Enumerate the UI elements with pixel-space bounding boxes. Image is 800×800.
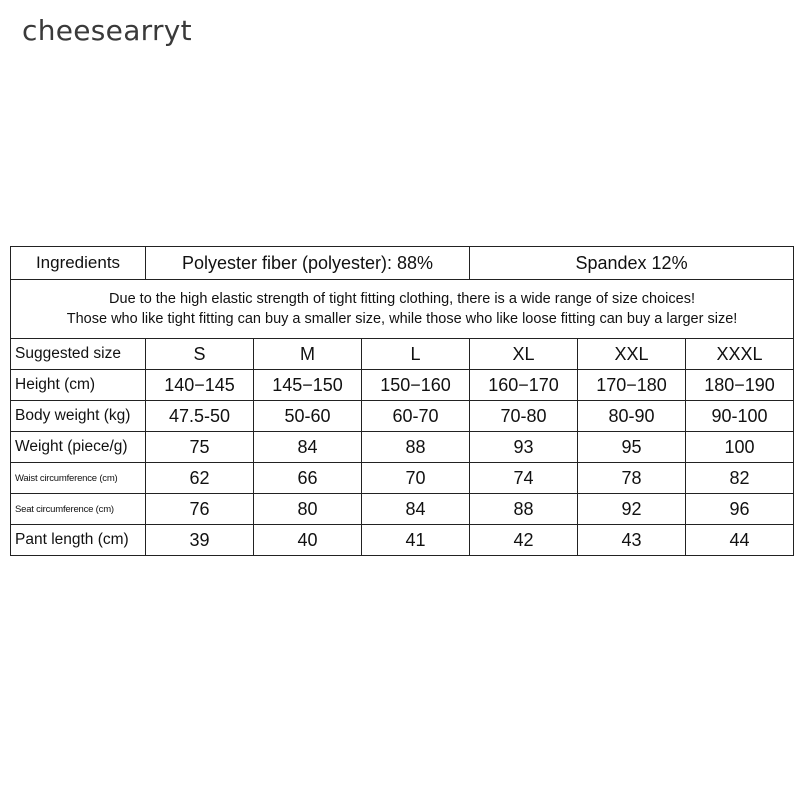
row-label: Body weight (kg) xyxy=(11,401,146,432)
table-row xyxy=(11,525,794,556)
table-cell: 43 xyxy=(578,525,686,556)
row-label: Height (cm) xyxy=(11,370,146,401)
table-cell: 47.5-50 xyxy=(146,401,254,432)
table-cell: 90-100 xyxy=(686,401,794,432)
table-cell: 88 xyxy=(362,432,470,463)
table-cell: 140−145 xyxy=(146,370,254,401)
table-cell: 40 xyxy=(254,525,362,556)
table-cell: M xyxy=(254,339,362,370)
table-cell: 44 xyxy=(686,525,794,556)
note-row xyxy=(11,280,794,339)
table-cell: L xyxy=(362,339,470,370)
table-row xyxy=(11,494,794,525)
table-cell: 93 xyxy=(470,432,578,463)
row-label: Seat circumference (cm) xyxy=(11,494,146,525)
row-label: Waist circumference (cm) xyxy=(11,463,146,494)
table-cell: 84 xyxy=(362,494,470,525)
table-cell: XL xyxy=(470,339,578,370)
table-cell: S xyxy=(146,339,254,370)
table-cell: XXL xyxy=(578,339,686,370)
table-cell: 60-70 xyxy=(362,401,470,432)
table-cell: 70-80 xyxy=(470,401,578,432)
table-cell: 41 xyxy=(362,525,470,556)
table-cell: 95 xyxy=(578,432,686,463)
ingredients-row xyxy=(11,247,794,280)
table-cell: 92 xyxy=(578,494,686,525)
row-label: Weight (piece/g) xyxy=(11,432,146,463)
table-cell: 80 xyxy=(254,494,362,525)
table-cell: 88 xyxy=(470,494,578,525)
table-row xyxy=(11,401,794,432)
table-cell: 62 xyxy=(146,463,254,494)
size-chart-table xyxy=(10,246,794,556)
table-cell: 70 xyxy=(362,463,470,494)
table-row xyxy=(11,432,794,463)
table-cell: 145−150 xyxy=(254,370,362,401)
spandex-cell: Spandex 12% xyxy=(470,247,794,280)
note-line-2: Those who like tight fitting can buy a smaller size, while those who like loose fitting can buy a larger size! xyxy=(66,311,738,327)
table-cell: 84 xyxy=(254,432,362,463)
table-cell: 160−170 xyxy=(470,370,578,401)
table-cell: 42 xyxy=(470,525,578,556)
table-row xyxy=(11,370,794,401)
table-cell: 100 xyxy=(686,432,794,463)
row-label: Suggested size xyxy=(11,339,146,370)
table-cell: 39 xyxy=(146,525,254,556)
table-cell: 50-60 xyxy=(254,401,362,432)
table-cell: 150−160 xyxy=(362,370,470,401)
ingredients-label: Ingredients xyxy=(11,247,146,280)
table-row xyxy=(11,463,794,494)
row-label: Pant length (cm) xyxy=(11,525,146,556)
table-cell: 74 xyxy=(470,463,578,494)
table-cell: 80-90 xyxy=(578,401,686,432)
table-cell: 96 xyxy=(686,494,794,525)
table-row xyxy=(11,339,794,370)
note-line-1: Due to the high elastic strength of tight fitting clothing, there is a wide range of size choices! xyxy=(109,291,695,307)
table-cell: 180−190 xyxy=(686,370,794,401)
table-cell: 76 xyxy=(146,494,254,525)
table-cell: 78 xyxy=(578,463,686,494)
table-cell: 75 xyxy=(146,432,254,463)
table-cell: 82 xyxy=(686,463,794,494)
table-cell: XXXL xyxy=(686,339,794,370)
table-cell: 66 xyxy=(254,463,362,494)
polyester-cell: Polyester fiber (polyester): 88% xyxy=(146,247,470,280)
watermark: cheesearryt xyxy=(22,14,192,47)
note-cell xyxy=(11,280,794,339)
table-cell: 170−180 xyxy=(578,370,686,401)
